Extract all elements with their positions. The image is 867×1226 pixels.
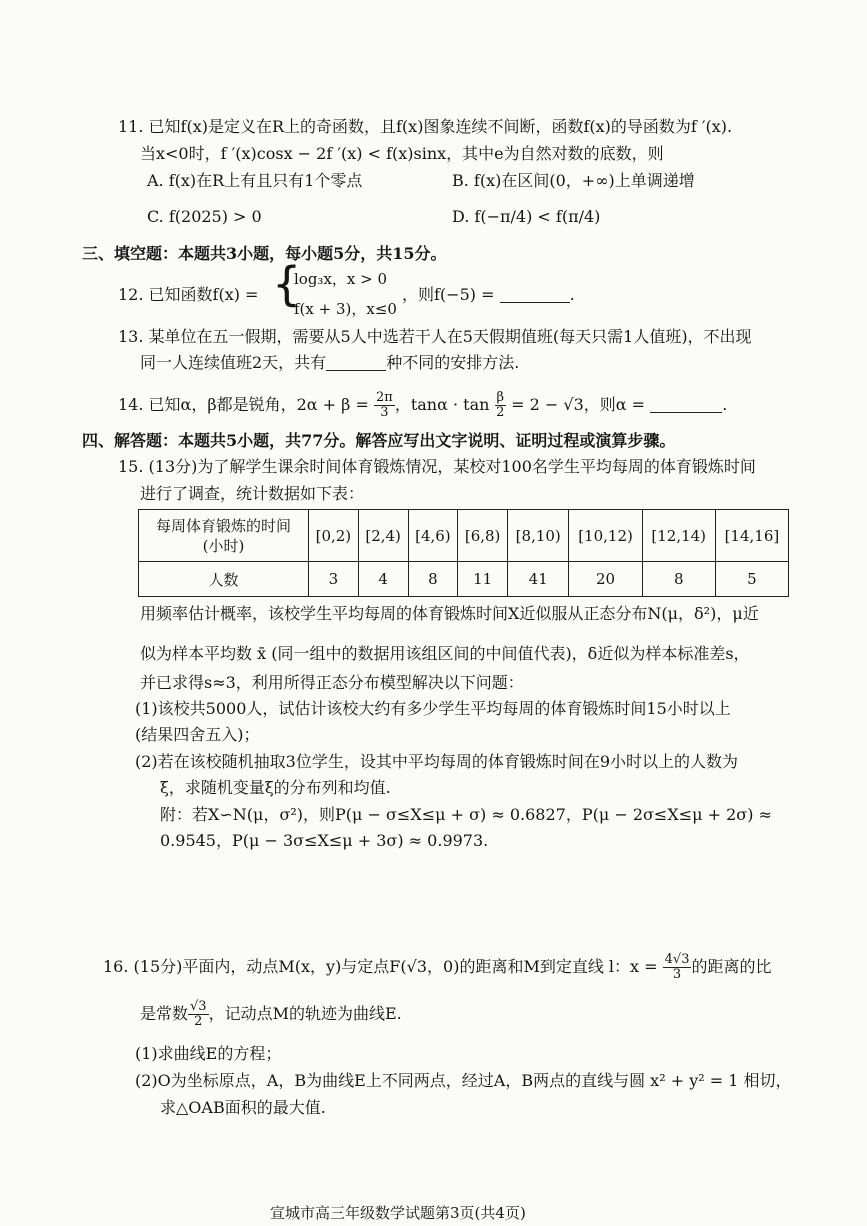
q13-answer-blank[interactable]: [326, 354, 386, 371]
q16-fracl-num: 4√3: [664, 952, 690, 967]
q16-line1: [103, 950, 772, 984]
q11-line2: 当x<0时，f ′(x)cosx − 2f ′(x) < f(x)sinx，其中e为自然对数的底数，则: [140, 144, 664, 163]
q12-answer-blank[interactable]: [500, 286, 570, 303]
q16-fracc-num: √3: [190, 999, 207, 1014]
table-interval: [2,4): [358, 510, 408, 562]
q16-line2-b: ，记动点M的轨迹为曲线E.: [208, 1004, 402, 1023]
q11-option-d: D. f(−π/4) < f(π/4): [452, 207, 601, 226]
q16-fraction-l: [663, 953, 692, 982]
q15-appendix-line2: 0.9545，P(μ − 3σ≤X≤μ + 3σ) ≈ 0.9973.: [160, 831, 489, 850]
q12-case1: log₃x，x > 0: [294, 270, 388, 288]
q15-para3: 并已求得s≈3，利用所得正态分布模型解决以下问题：: [140, 673, 524, 692]
q11-option-a: A. f(x)在R上有且只有1个零点: [147, 171, 363, 190]
table-interval: [10,12): [569, 510, 642, 562]
q15-para1: 用频率估计概率，该校学生平均每周的体育锻炼时间X近似服从正态分布N(μ，δ²)，μ近: [140, 604, 759, 623]
section3-title: 三、填空题：本题共3小题，每小题5分，共15分。: [82, 244, 447, 263]
q11-option-b: B. f(x)在区间(0，+∞)上单调递增: [452, 171, 695, 190]
table-interval: [6,8): [458, 510, 508, 562]
table-count: 4: [358, 562, 408, 597]
page-footer: 宣城市高三年级数学试题第3页(共4页): [270, 1204, 526, 1222]
q13-line2-b: 种不同的安排方法.: [386, 353, 520, 372]
q16-part1: (1)求曲线E的方程；: [135, 1044, 282, 1063]
q14-line: [118, 388, 727, 422]
table-interval: [0,2): [309, 510, 359, 562]
q12-case2: f(x + 3)，x≤0: [294, 300, 397, 318]
q14-frac2-num: β: [496, 390, 505, 405]
q16-line1-a: 16. (15分)平面内，动点M(x，y)与定点F(√3，0)的距离和M到定直线 l：x =: [103, 957, 658, 976]
table-count: 3: [309, 562, 359, 597]
section4-title: 四、解答题：本题共5小题，共77分。解答应写出文字说明、证明过程或演算步骤。: [82, 431, 676, 450]
table-interval: [4,6): [408, 510, 458, 562]
table-count: 8: [408, 562, 458, 597]
q14-fraction-1: [374, 391, 395, 420]
q14-frac1-num: 2π: [376, 390, 393, 405]
q15-line1: 15. (13分)为了解学生课余时间体育锻炼情况，某校对100名学生平均每周的体育锻炼时间: [118, 457, 756, 476]
q14-text2: ，tanα · tan: [394, 395, 490, 414]
table-count: 41: [508, 562, 569, 597]
q13-line1: 13. 某单位在五一假期，需要从5人中选若干人在5天假期值班(每天只需1人值班)，不出现: [118, 327, 752, 346]
q14-fraction-2: [495, 391, 507, 420]
q11-line1: 11. 已知f(x)是定义在R上的奇函数，且f(x)图象连续不间断，函数f(x)的导函数为f ′(x).: [118, 117, 733, 136]
q16-part2-line1: (2)O为坐标原点，A，B为曲线E上不同两点，经过A，B两点的直线与圆 x² + y² = 1 相切，: [135, 1071, 792, 1090]
table-count-row: [139, 562, 789, 597]
q15-part1-line1: (1)该校共5000人，试估计该校大约有多少学生平均每周的体育锻炼时间15小时以上: [135, 699, 731, 718]
q12-period: .: [569, 285, 575, 304]
table-row-label: 人数: [139, 562, 309, 597]
table-header-label: 每周体育锻炼的时间: [155, 516, 291, 535]
table-count: 8: [642, 562, 715, 597]
q11-option-c: C. f(2025) > 0: [147, 207, 262, 226]
q15-para2: 似为样本平均数 x̄ (同一组中的数据用该组区间的中间值代表)，δ近似为样本标准差s，: [140, 644, 750, 663]
q16-part2-line2: 求△OAB面积的最大值.: [160, 1098, 326, 1117]
table-interval: [12,14): [642, 510, 715, 562]
q15-part2-line2: ξ，求随机变量ξ的分布列和均值.: [160, 778, 391, 797]
table-count: 5: [715, 562, 788, 597]
q16-line2-a: 是常数: [140, 1004, 189, 1023]
table-header-row: [139, 510, 789, 562]
q14-answer-blank[interactable]: [650, 396, 722, 413]
q14-text3: = 2 − √3，则α =: [511, 395, 646, 414]
q12-suffix: ，则f(−5) =: [402, 285, 495, 304]
q16-line1-b: 的距离的比: [691, 957, 772, 976]
q12-brace: {: [272, 257, 302, 311]
q14-period: .: [722, 395, 728, 414]
q12-suffix-row: [402, 284, 575, 306]
q13-line2-a: 同一人连续值班2天，共有: [140, 353, 327, 372]
q16-fraction-c: [188, 1000, 209, 1029]
table-count: 11: [458, 562, 508, 597]
table-header-unit: (小时): [202, 536, 245, 555]
q14-frac1-den: 3: [380, 405, 389, 420]
table-header-label-cell: [139, 510, 309, 562]
q13-line2: [140, 352, 519, 374]
q14-frac2-den: 2: [496, 405, 505, 420]
table-interval: [14,16]: [715, 510, 788, 562]
table-interval: [8,10): [508, 510, 569, 562]
q16-fracl-den: 3: [672, 967, 682, 982]
q16-line2: [140, 997, 402, 1031]
q14-text1: 14. 已知α，β都是锐角，2α + β =: [118, 395, 369, 414]
q16-fracc-den: 2: [194, 1014, 203, 1029]
q15-part2-line1: (2)若在该校随机抽取3位学生，设其中平均每周的体育锻炼时间在9小时以上的人数为: [135, 752, 739, 771]
table-count: 20: [569, 562, 642, 597]
q15-part1-line2: (结果四舍五入)；: [135, 725, 260, 744]
exercise-time-table: [138, 509, 789, 597]
q15-appendix-line1: 附：若X∽N(μ，σ²)，则P(μ − σ≤X≤μ + σ) ≈ 0.6827，P(μ − 2σ≤X≤μ + 2σ) ≈: [160, 805, 772, 824]
q15-line2: 进行了调查，统计数据如下表：: [140, 484, 365, 503]
q12-prefix: 12. 已知函数f(x) =: [118, 285, 259, 304]
